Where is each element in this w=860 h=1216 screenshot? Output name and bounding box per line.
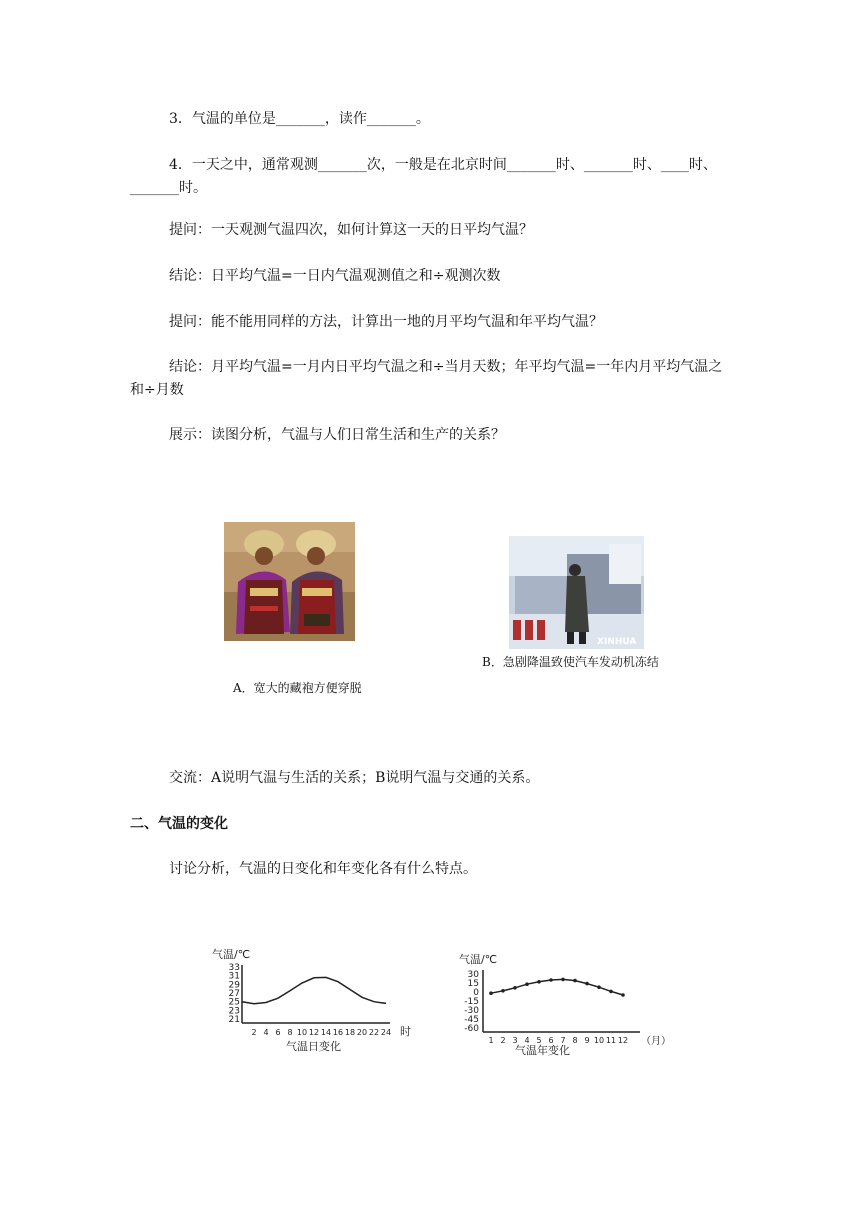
annual-chart-y-tick-label: -45 <box>464 1015 479 1025</box>
daily-chart-x-tick-label: 14 <box>320 1028 332 1037</box>
annual-chart-y-tick-label: -15 <box>464 997 479 1007</box>
daily-chart-x-tick-label: 20 <box>356 1028 368 1037</box>
question-paragraph-1: 提问：一天观测气温四次，如何计算这一天的日平均气温？ <box>169 222 533 238</box>
display-paragraph: 展示：读图分析，气温与人们日常生活和生产的关系？ <box>169 427 505 443</box>
frozen-vehicle-illustration <box>509 536 644 649</box>
daily-chart-x-tick-label: 4 <box>263 1028 269 1037</box>
daily-chart-x-tick-label: 24 <box>380 1028 392 1037</box>
annual-chart-ylabel: 气温/℃ <box>459 953 498 966</box>
annual-chart-x-tick-label: 7 <box>560 1036 566 1045</box>
daily-chart-x-tick-label: 10 <box>296 1028 308 1037</box>
discussion-paragraph: 讨论分析，气温的日变化和年变化各有什么特点。 <box>169 861 477 877</box>
annual-chart-y-tick-label: 0 <box>473 988 479 998</box>
annual-chart-data-point <box>585 982 589 986</box>
daily-chart-xlabel: 时 <box>400 1025 411 1038</box>
annual-chart-data-point <box>561 978 565 982</box>
daily-chart-x-tick-label: 22 <box>368 1028 380 1037</box>
annual-chart-data-point <box>549 978 553 982</box>
daily-chart-x-tick-label: 18 <box>344 1028 356 1037</box>
section-heading: 二、气温的变化 <box>130 816 228 832</box>
photo-a-caption: A．宽大的藏袍方便穿脱 <box>233 681 362 695</box>
xinhua-watermark: XINHUA <box>597 637 637 647</box>
annual-chart-x-tick-label: 1 <box>488 1036 494 1045</box>
daily-chart-y-tick-label: 29 <box>228 980 240 991</box>
annual-chart-data-point <box>525 982 529 986</box>
frozen-vehicle-photo <box>509 536 644 649</box>
daily-chart-y-tick-label: 33 <box>228 963 240 973</box>
question-paragraph-2: 提问：能不能用同样的方法，计算出一地的月平均气温和年平均气温？ <box>169 314 603 330</box>
daily-chart-y-tick-label: 31 <box>228 971 240 982</box>
annual-chart-x-tick-label: 9 <box>584 1036 590 1045</box>
tibetan-robe-illustration <box>224 522 355 641</box>
conclusion-paragraph-1: 结论：日平均气温=一日内气温观测值之和÷观测次数 <box>169 268 501 284</box>
annual-temperature-chart <box>445 950 685 1060</box>
daily-chart-y-tick-label: 25 <box>228 997 240 1008</box>
annual-chart-data-point <box>489 991 493 995</box>
daily-chart-x-tick-label: 8 <box>287 1028 293 1037</box>
annual-chart-x-tick-label: 3 <box>512 1036 518 1045</box>
daily-chart-y-tick-label: 27 <box>228 989 240 999</box>
annual-chart-y-tick-label: 15 <box>467 979 479 989</box>
annual-chart-x-tick-label: 11 <box>605 1036 617 1045</box>
annual-chart-y-tick-label: 30 <box>467 970 479 980</box>
annual-chart-x-tick-label: 5 <box>536 1036 542 1045</box>
daily-chart-y-tick-label: 23 <box>228 1006 240 1017</box>
annual-chart-x-tick-label: 6 <box>548 1036 554 1045</box>
photo-b-caption: B．急剧降温致使汽车发动机冻结 <box>482 655 659 669</box>
annual-chart-x-tick-label: 4 <box>524 1036 530 1045</box>
daily-temperature-chart <box>200 945 420 1055</box>
daily-chart-x-tick-label: 12 <box>308 1028 320 1037</box>
annual-chart-x-tick-label: 8 <box>572 1036 578 1045</box>
annual-chart-title: 气温年变化 <box>515 1044 570 1057</box>
annual-chart-data-point <box>573 979 577 983</box>
daily-chart-series-line <box>242 977 386 1003</box>
daily-chart-x-tick-label: 2 <box>251 1028 257 1037</box>
annual-chart-data-point <box>537 980 541 984</box>
question-4: 4．一天之中，通常观测_______次，一般是在北京时间_______时、_______时、____时、_______时。 <box>130 157 717 196</box>
question-3: 3．气温的单位是_______，读作_______。 <box>169 111 430 127</box>
annual-chart-data-point <box>501 989 505 993</box>
annual-chart-x-tick-label: 2 <box>500 1036 506 1045</box>
daily-chart-x-tick-label: 6 <box>275 1028 281 1037</box>
annual-chart-x-tick-label: 12 <box>617 1036 629 1045</box>
annual-chart-y-tick-label: -60 <box>464 1024 479 1034</box>
conclusion-paragraph-2: 结论：月平均气温=一月内日平均气温之和÷当月天数；年平均气温=一年内月平均气温之和÷月数 <box>130 359 723 398</box>
daily-chart-title: 气温日变化 <box>286 1040 341 1053</box>
annual-chart-x-tick-label: 10 <box>593 1036 605 1045</box>
annual-chart-data-point <box>621 993 625 997</box>
annual-chart-y-tick-label: -30 <box>464 1006 479 1016</box>
daily-chart-y-tick-label: 21 <box>228 1015 240 1025</box>
annual-chart-xlabel: （月） <box>641 1036 671 1047</box>
exchange-paragraph: 交流：A说明气温与生活的关系；B说明气温与交通的关系。 <box>169 770 540 786</box>
daily-chart-x-tick-label: 16 <box>332 1028 344 1037</box>
tibetan-robe-photo <box>224 522 355 641</box>
annual-chart-data-point <box>597 985 601 989</box>
daily-chart-ylabel: 气温/℃ <box>212 948 251 961</box>
annual-chart-data-point <box>609 990 613 994</box>
annual-chart-data-point <box>513 986 517 990</box>
annual-chart-series-line <box>491 979 623 995</box>
